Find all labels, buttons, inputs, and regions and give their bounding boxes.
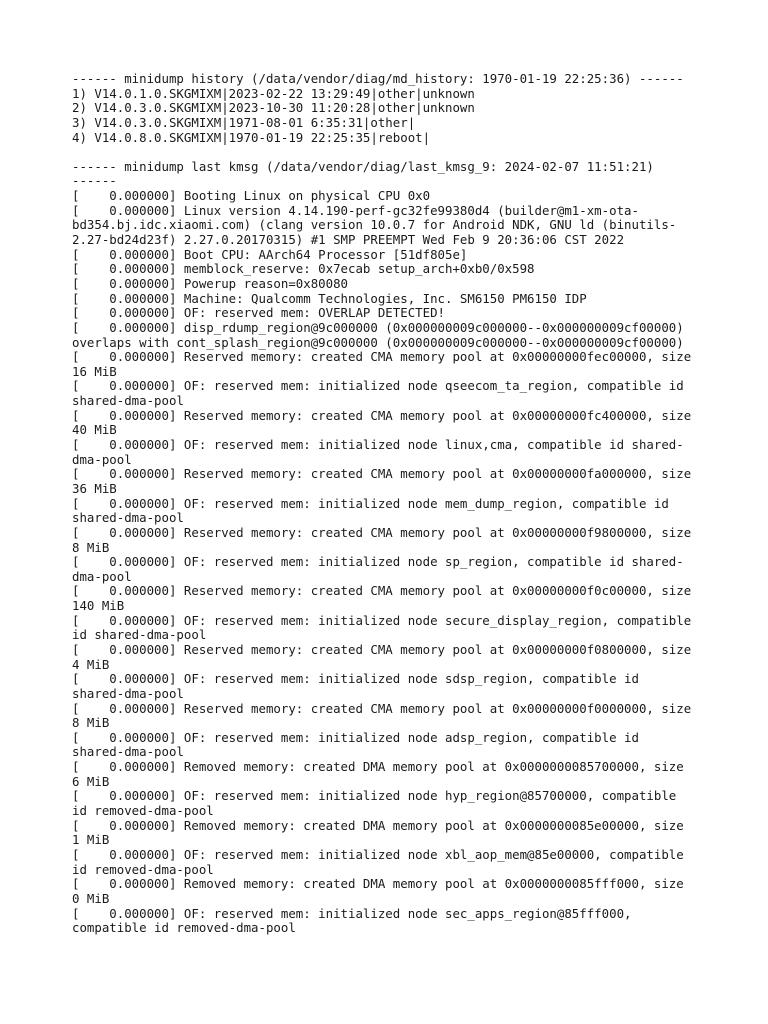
kmsg-line: shared-dma-pool (72, 685, 184, 701)
section-spacer (72, 145, 702, 160)
kmsg-log-lines (72, 189, 702, 936)
kmsg-line: [ 0.000000] memblock_reserve: 0x7ecab setup_arch+0xb0/0x598 (72, 261, 535, 277)
kmsg-line: 16 MiB (72, 363, 117, 379)
kmsg-line: [ 0.000000] OF: reserved mem: initialized node sec_apps_region@85fff000, (72, 905, 632, 921)
kmsg-line: [ 0.000000] Boot CPU: AArch64 Processor [51df805e] (72, 246, 468, 262)
kmsg-line: [ 0.000000] OF: reserved mem: initialized node mem_dump_region, compatible id (72, 495, 669, 511)
kmsg-line: id shared-dma-pool (72, 627, 207, 643)
minidump-history-section (72, 72, 702, 145)
kmsg-line: shared-dma-pool (72, 744, 184, 760)
kmsg-line: id removed-dma-pool (72, 803, 214, 819)
kmsg-line: [ 0.000000] Booting Linux on physical CPU 0x0 (72, 188, 431, 204)
kmsg-line: [ 0.000000] Removed memory: created DMA memory pool at 0x0000000085700000, size (72, 759, 684, 775)
kmsg-line: dma-pool (72, 451, 132, 467)
log-document (72, 72, 702, 936)
kmsg-line: id removed-dma-pool (72, 861, 214, 877)
kmsg-line: [ 0.000000] Removed memory: created DMA memory pool at 0x0000000085fff000, size (72, 876, 684, 892)
history-entry: 1) V14.0.1.0.SKGMIXM|2023-02-22 13:29:49|other|unknown (72, 85, 475, 101)
minidump-kmsg-section (72, 160, 702, 936)
history-header: ------ minidump history (/data/vendor/diag/md_history: 1970-01-19 22:25:36) ------ (72, 71, 684, 86)
kmsg-line: [ 0.000000] disp_rdump_region@9c000000 (0x000000009c000000--0x000000009cf00000) (72, 319, 684, 335)
kmsg-line: [ 0.000000] OF: reserved mem: initialized node sdsp_region, compatible id (72, 671, 639, 687)
kmsg-line: 2.27-bd24d23f) 2.27.0.20170315) #1 SMP PREEMPT Wed Feb 9 20:36:06 CST 2022 (72, 232, 625, 248)
history-entry: 4) V14.0.8.0.SKGMIXM|1970-01-19 22:25:35|reboot| (72, 129, 431, 145)
kmsg-line: [ 0.000000] Reserved memory: created CMA memory pool at 0x00000000f0000000, size (72, 700, 692, 716)
kmsg-header-line: ------ (72, 173, 117, 189)
kmsg-line: overlaps with cont_splash_region@9c000000 (0x000000009c000000--0x000000009cf00000) (72, 334, 684, 350)
kmsg-line: 6 MiB (72, 773, 110, 789)
kmsg-line: 8 MiB (72, 539, 110, 555)
kmsg-header-line: ------ minidump last kmsg (/data/vendor/diag/last_kmsg_9: 2024-02-07 11:51:21) (72, 158, 654, 174)
kmsg-line: [ 0.000000] OF: reserved mem: initialized node linux,cma, compatible id shared- (72, 437, 684, 453)
kmsg-line: [ 0.000000] Removed memory: created DMA memory pool at 0x0000000085e00000, size (72, 817, 684, 833)
kmsg-line: [ 0.000000] OF: reserved mem: initialized node xbl_aop_mem@85e00000, compatible (72, 846, 684, 862)
kmsg-line: [ 0.000000] OF: reserved mem: initialized node hyp_region@85700000, compatible (72, 788, 677, 804)
kmsg-line: [ 0.000000] Reserved memory: created CMA memory pool at 0x00000000fc400000, size (72, 407, 692, 423)
kmsg-line: [ 0.000000] OF: reserved mem: initialized node adsp_region, compatible id (72, 729, 639, 745)
kmsg-line: [ 0.000000] Reserved memory: created CMA memory pool at 0x00000000f0800000, size (72, 641, 692, 657)
kmsg-line: [ 0.000000] Reserved memory: created CMA memory pool at 0x00000000fec00000, size (72, 349, 692, 365)
kmsg-line: 1 MiB (72, 832, 110, 848)
kmsg-line: 8 MiB (72, 715, 110, 731)
kmsg-line: 36 MiB (72, 480, 117, 496)
kmsg-line: [ 0.000000] Machine: Qualcomm Technologies, Inc. SM6150 PM6150 IDP (72, 290, 587, 306)
kmsg-line: 140 MiB (72, 598, 125, 614)
kmsg-line: [ 0.000000] OF: reserved mem: initialized node qseecom_ta_region, compatible id (72, 378, 684, 394)
kmsg-line: [ 0.000000] OF: reserved mem: OVERLAP DETECTED! (72, 305, 445, 321)
kmsg-line: [ 0.000000] OF: reserved mem: initialized node secure_display_region, compatible (72, 612, 692, 628)
kmsg-line: 4 MiB (72, 656, 110, 672)
kmsg-line: bd354.bj.idc.xiaomi.com) (clang version 10.0.7 for Android NDK, GNU ld (binutils- (72, 217, 677, 233)
kmsg-line: [ 0.000000] Linux version 4.14.190-perf-gc32fe99380d4 (builder@m1-xm-ota- (72, 202, 639, 218)
kmsg-line: compatible id removed-dma-pool (72, 920, 296, 936)
history-entry: 2) V14.0.3.0.SKGMIXM|2023-10-30 11:20:28|other|unknown (72, 100, 475, 116)
kmsg-line: [ 0.000000] Powerup reason=0x80080 (72, 275, 349, 291)
kmsg-line: shared-dma-pool (72, 393, 184, 409)
kmsg-line: 0 MiB (72, 890, 110, 906)
kmsg-line: [ 0.000000] OF: reserved mem: initialized node sp_region, compatible id shared- (72, 554, 684, 570)
kmsg-line: [ 0.000000] Reserved memory: created CMA memory pool at 0x00000000f9800000, size (72, 524, 692, 540)
history-entry: 3) V14.0.3.0.SKGMIXM|1971-08-01 6:35:31|other| (72, 114, 416, 130)
kmsg-line: [ 0.000000] Reserved memory: created CMA memory pool at 0x00000000fa000000, size (72, 466, 692, 482)
kmsg-line: shared-dma-pool (72, 510, 184, 526)
history-list (72, 87, 702, 146)
kmsg-line: dma-pool (72, 568, 132, 584)
kmsg-line: [ 0.000000] Reserved memory: created CMA memory pool at 0x00000000f0c00000, size (72, 583, 692, 599)
kmsg-line: 40 MiB (72, 422, 117, 438)
